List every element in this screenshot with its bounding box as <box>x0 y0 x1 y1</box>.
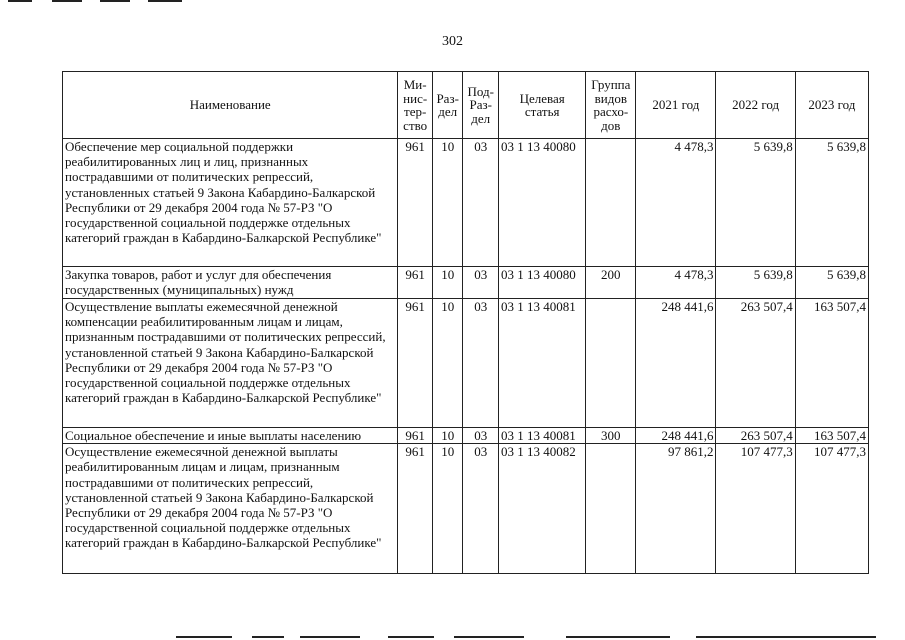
row-ministry: 961 <box>398 299 433 428</box>
row-group: 200 <box>586 267 636 299</box>
row-group <box>586 444 636 574</box>
row-2022: 107 477,3 <box>716 444 795 574</box>
row-name: Осуществление ежемесячной денежной выплаты реабилитированным лицам и лицам, признанным пострадавшими от политических репрессий, установленной статьей 9 Закона Кабардино-Балкарской Республики от 29 декабря 2004 года № 57-РЗ "О государственной социальной поддержке отдельных категорий граждан в Кабардино-Балкарской Республике" <box>63 444 398 574</box>
row-name: Обеспечение мер социальной поддержки реабилитированных лиц и лиц, признанных пострадавшими от политических репрессий, установленных статьей 9 Закона Кабардино-Балкарской Республики от 29 декабря 2004 года № 57-РЗ "О государственной социальной поддержке отдельных категорий граждан в Кабардино-Балкарской Республике" <box>63 139 398 267</box>
row-2023: 107 477,3 <box>795 444 868 574</box>
scan-artifact-line <box>8 0 32 2</box>
row-target: 03 1 13 40080 <box>499 139 586 267</box>
row-group <box>586 299 636 428</box>
table-row <box>63 267 869 299</box>
row-section: 10 <box>432 444 462 574</box>
table-row <box>63 139 869 267</box>
row-section: 10 <box>432 139 462 267</box>
row-name: Социальное обеспечение и иные выплаты населению <box>63 428 398 444</box>
scan-artifact-line <box>388 636 434 638</box>
budget-table <box>62 71 869 574</box>
scan-artifact-line <box>252 636 284 638</box>
scan-artifact-line <box>696 636 876 638</box>
row-ministry: 961 <box>398 444 433 574</box>
row-target: 03 1 13 40082 <box>499 444 586 574</box>
row-name: Осуществление выплаты ежемесячной денежной компенсации реабилитированным лицам и лицам, признанным пострадавшими от политических репрессий, установленной статьей 9 Закона Кабардино-Балкарской Республики от 29 декабря 2004 года № 57-РЗ "О государственной социальной поддержке отдельных категорий граждан в Кабардино-Балкарской Республике" <box>63 299 398 428</box>
scan-artifact-line <box>52 0 82 2</box>
row-subsection: 03 <box>463 444 499 574</box>
header-ministry: Ми- нис- тер- ство <box>398 72 433 139</box>
row-group: 300 <box>586 428 636 444</box>
row-subsection: 03 <box>463 267 499 299</box>
table-header-row <box>63 72 869 139</box>
table-row <box>63 299 869 428</box>
scan-artifact-line <box>454 636 524 638</box>
row-2023: 5 639,8 <box>795 139 868 267</box>
row-section: 10 <box>432 299 462 428</box>
scan-artifact-line <box>300 636 360 638</box>
row-2021: 248 441,6 <box>636 299 716 428</box>
page-number: 302 <box>442 34 463 49</box>
row-2021: 4 478,3 <box>636 139 716 267</box>
row-section: 10 <box>432 428 462 444</box>
header-2023: 2023 год <box>795 72 868 139</box>
header-target: Целевая статья <box>499 72 586 139</box>
row-2021: 4 478,3 <box>636 267 716 299</box>
row-subsection: 03 <box>463 299 499 428</box>
header-group: Группа видов расхо- дов <box>586 72 636 139</box>
table-row <box>63 444 869 574</box>
row-section: 10 <box>432 267 462 299</box>
row-target: 03 1 13 40081 <box>499 299 586 428</box>
header-name: Наименование <box>63 72 398 139</box>
scan-artifact-line <box>566 636 670 638</box>
row-2023: 5 639,8 <box>795 267 868 299</box>
row-2022: 5 639,8 <box>716 267 795 299</box>
row-2023: 163 507,4 <box>795 428 868 444</box>
row-ministry: 961 <box>398 428 433 444</box>
row-target: 03 1 13 40080 <box>499 267 586 299</box>
row-target: 03 1 13 40081 <box>499 428 586 444</box>
scan-artifact-line <box>176 636 232 638</box>
row-2023: 163 507,4 <box>795 299 868 428</box>
row-ministry: 961 <box>398 267 433 299</box>
scan-artifact-line <box>100 0 130 2</box>
row-subsection: 03 <box>463 139 499 267</box>
header-2022: 2022 год <box>716 72 795 139</box>
row-2022: 263 507,4 <box>716 299 795 428</box>
header-2021: 2021 год <box>636 72 716 139</box>
row-2022: 263 507,4 <box>716 428 795 444</box>
row-name: Закупка товаров, работ и услуг для обеспечения государственных (муниципальных) нужд <box>63 267 398 299</box>
row-subsection: 03 <box>463 428 499 444</box>
scan-artifact-line <box>148 0 182 2</box>
row-ministry: 961 <box>398 139 433 267</box>
row-2022: 5 639,8 <box>716 139 795 267</box>
header-subsection: Под- Раз- дел <box>463 72 499 139</box>
row-2021: 248 441,6 <box>636 428 716 444</box>
header-section: Раз- дел <box>432 72 462 139</box>
table-row <box>63 428 869 444</box>
row-2021: 97 861,2 <box>636 444 716 574</box>
row-group <box>586 139 636 267</box>
